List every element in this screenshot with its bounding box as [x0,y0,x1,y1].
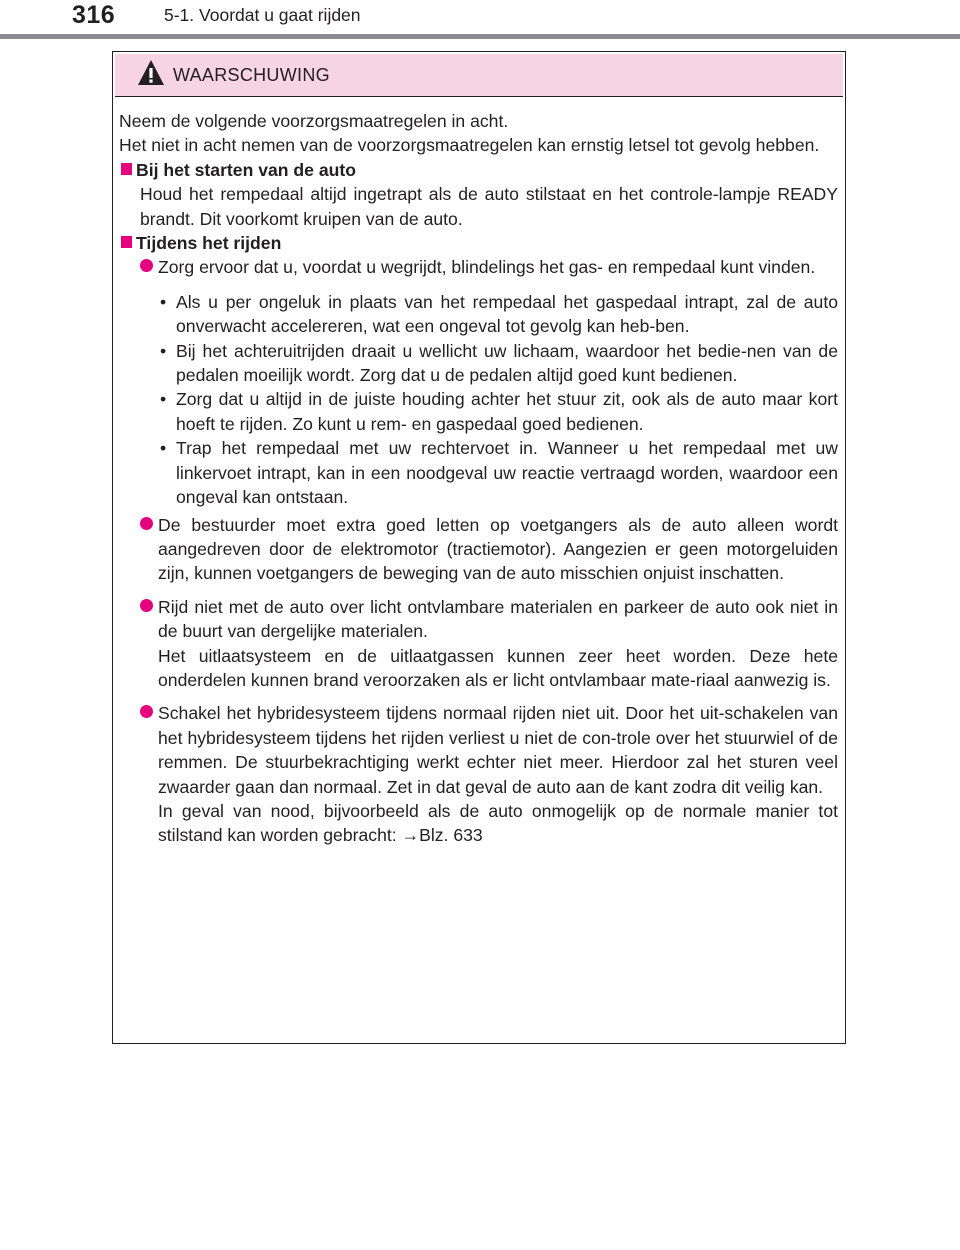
list-item-continuation: Het uitlaatsysteem en de uitlaatgassen kunnen zeer heet worden. Deze hete onderdelen kunnen brand veroorzaken als er licht ontvlambaar mate-riaal aanwezig is. [158,645,838,690]
bullet-dot-icon [140,517,153,530]
bullet-glyph: • [160,389,167,410]
warning-box [112,51,846,1044]
header-rule [0,34,960,39]
sub-bullet-list [158,290,838,510]
section-heading [119,158,838,182]
list-item-text: Zorg ervoor dat u, voordat u wegrijdt, blindelings het gas- en rempedaal kunt vinden. [158,257,816,278]
bullet-glyph: • [160,438,167,459]
bullet-dot-icon [140,705,153,718]
sub-bullet-text: Trap het rempedaal met uw rechtervoet in. Wanneer u het rempedaal met uw linkervoet intrapt, kan in een noodgeval uw reactie vertraagd worden, waardoor een ongeval kan ontstaan. [176,438,838,508]
section-heading [119,231,838,255]
list-item-text: Rijd niet met de auto over licht ontvlambare materialen en parkeer de auto ook niet in de buurt van dergelijke materialen. [158,596,838,642]
sub-bullet-item [158,436,838,509]
list-item-continuation: In geval van nood, bijvoorbeeld als de auto onmogelijk op de normale manier tot stilstand kan worden gebracht: →Blz. 633 [158,800,838,846]
bullet-dot-icon [140,259,153,272]
section-starting [119,158,838,231]
bullet-dot-icon [140,599,153,612]
warning-intro-line: Neem de volgende voorzorgsmaatregelen in acht. [119,111,509,131]
warning-content [119,109,838,857]
sub-bullet-text: Als u per ongeluk in plaats van het rempedaal het gaspedaal intrapt, zal de auto onverwacht accelereren, wat een ongeval tot gevolg kan heb-ben. [176,291,838,337]
section-title: 5-1. Voordat u gaat rijden [164,5,361,25]
list-item [119,513,838,586]
warning-header [115,54,843,97]
bullet-glyph: • [160,291,167,312]
list-item [119,255,838,279]
section-heading-text: Tijdens het rijden [136,233,282,254]
sub-bullet-item [158,339,838,388]
section-marker-square [121,163,132,175]
warning-triangle-icon [137,59,165,87]
warning-intro-consequence: Het niet in acht nemen van de voorzorgsmaatregelen kan ernstig letsel tot gevolg hebben. [119,135,820,156]
section-body: Houd het rempedaal altijd ingetrapt als de auto stilstaat en het controle-lampje READY brandt. Dit voorkomt kruipen van de auto. [140,184,838,229]
list-item-text: Schakel het hybridesysteem tijdens normaal rijden niet uit. Door het uit-schakelen van het hybridesysteem tijdens het rijden verliest u niet de con-trole over het stuurwiel of de remmen. De stuurbekrachtiging werkt echter niet meer. Hierdoor zal het sturen veel zwaarder gaan dan normaal. Zet in dat geval de auto aan de kant zodra dit veilig kan. [158,703,838,797]
warning-intro [119,109,838,158]
section-driving [119,231,838,848]
sub-bullet-item [158,387,838,436]
sub-bullet-text: Zorg dat u altijd in de juiste houding achter het stuur zit, ook als de auto maar kort hoeft te rijden. Zo kunt u rem- en gaspedaal goed bedienen. [176,389,838,434]
section-marker-square [121,236,132,248]
sub-bullet-text: Bij het achteruitrijden draait u wellicht uw lichaam, waardoor het bedie-nen van de pedalen moeilijk wordt. Zorg dat u de pedalen altijd goed kunt bedienen. [176,340,838,386]
warning-title: WAARSCHUWING [173,65,330,85]
list-item [119,595,838,693]
sub-bullet-item [158,290,838,339]
section-heading-text: Bij het starten van de auto [136,159,356,180]
page-number: 316 [72,1,116,29]
bullet-glyph: • [160,340,167,361]
list-item [119,701,838,847]
list-item-text: De bestuurder moet extra goed letten op voetgangers als de auto alleen wordt aangedreven door de elektromotor (tractiemotor). Aangezien er geen motorgeluiden zijn, kunnen voetgangers de beweging van de auto misschien onjuist inschatten. [158,514,838,584]
